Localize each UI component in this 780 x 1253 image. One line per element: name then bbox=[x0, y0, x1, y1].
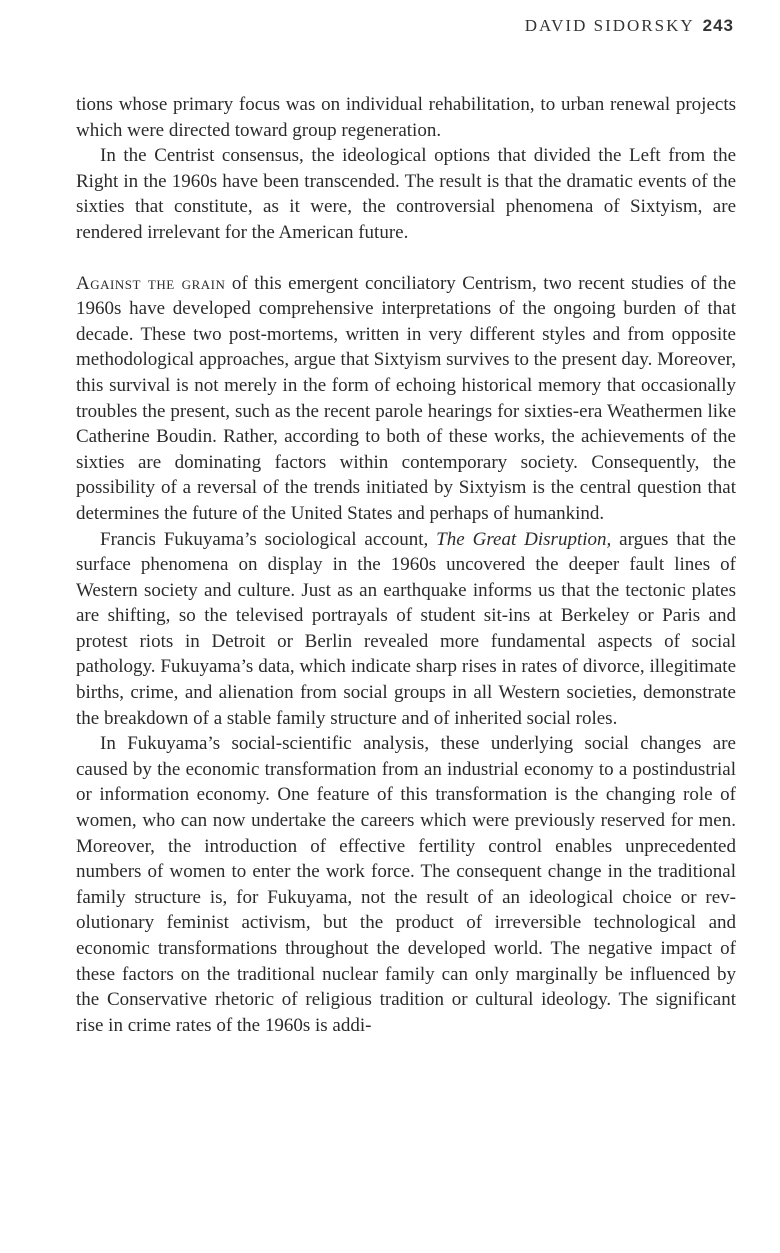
paragraph-continuation: tions whose primary focus was on individual rehabilitation, to urban renewal projects which were directed toward group regeneration. bbox=[76, 94, 736, 141]
paragraph-centrist-consensus: In the Centrist consensus, the ideological options that divided the Left from the Right in the 1960s have been transcended. The result is that the dramatic events of the sixties that constitute, as it were, the controversial phenomena of Sixtyism, are rendered irrelevant for the American future. bbox=[76, 145, 736, 243]
body-text bbox=[76, 92, 736, 1038]
paragraph-body-post: argues that the surface phenomena on display in the 1960s uncovered the deeper fault lines of Western society and culture. Just as an earthquake informs us that the tectonic plates are shifting, so the televised portrayals of student sit-ins at Berkeley or Paris and protest riots in Detroit or Berlin revealed more fundamental aspects of social pathology. Fukuyama’s data, which indicate sharp rises in rates of divorce, illegitimate births, crime, and alienation from social groups in all Western societies, demonstrate the breakdown of a stable family structure and of inherited social roles. bbox=[76, 528, 736, 729]
paragraph-against-the-grain bbox=[76, 271, 736, 527]
paragraph-fukuyama-account bbox=[76, 527, 736, 732]
page-number: 243 bbox=[702, 16, 734, 35]
paragraph-fukuyama-analysis: In Fukuyama’s social-scientific analysis, these underlying social changes are caused by the economic transformation from an industrial economy to a postindustrial or information economy. One feature of this transformation is the changing role of women, who can now undertake the careers which were previously reserved for men. Moreover, the introduction of effective fertility control enables unprecedented numbers of women to enter the work force. The consequent change in the traditional family structure is, for Fukuyama, not the result of an ideological choice or revolutionary feminist activism, but the product of irreversible technological and economic transformations throughout the developed world. The negative impact of these factors on the traditional nuclear family can only marginally be influenced by the Conservative rhetoric of religious tradition or cultural ideology. The significant rise in crime rates of the 1960s is addi- bbox=[76, 733, 736, 1036]
book-title: The Great Disruption, bbox=[436, 528, 612, 550]
running-head-author: DAVID SIDORSKY bbox=[524, 16, 695, 35]
running-head bbox=[525, 16, 734, 36]
paragraph-body-pre: Francis Fukuyama’s sociological account, bbox=[100, 528, 437, 550]
paragraph-body: of this emergent conciliatory Centrism, two recent studies of the 1960s have developed comprehensive interpretations of the ongoing burden of that decade. These two post-mortems, written in very different styles and from opposite methodological approaches, argue that Sixtyism survives to the present day. Moreover, this survival is not merely in the form of echoing historical memory that occasionally troubles the present, such as the recent parole hearings for sixties-era Weathermen like Catherine Boudin. Rather, according to both of these works, the achievements of the sixties are dominating factors within contemporary society. Consequently, the possibility of a reversal of the trends initiated by Sixtyism is the central question that determines the future of the United States and perhaps of humankind. bbox=[76, 272, 737, 524]
section-lead-in: Against the grain bbox=[76, 272, 226, 294]
